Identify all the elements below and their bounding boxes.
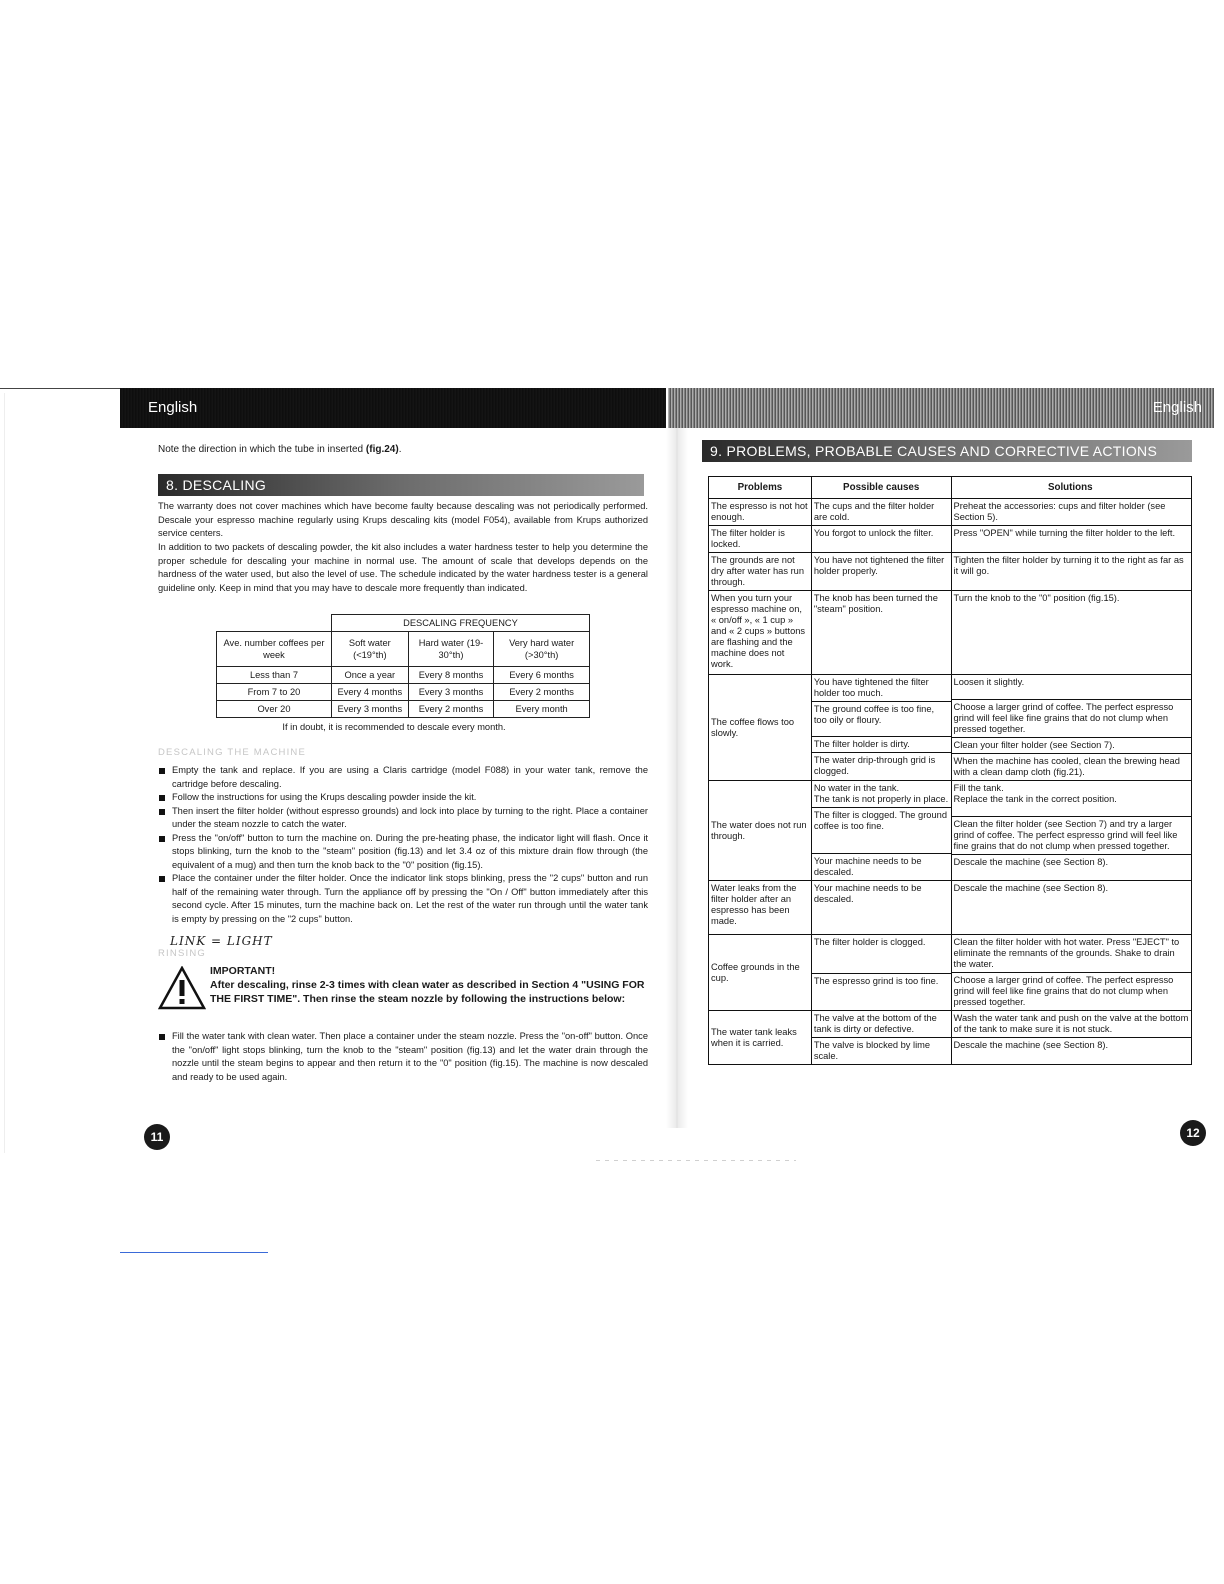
tube-note-text: Note the direction in which the tube in inserted: [158, 444, 366, 455]
freq-table-title: DESCALING FREQUENCY: [331, 615, 589, 632]
cause-line: The ground coffee is too fine, too oily or floury.: [812, 701, 951, 726]
cause-line: The filter is clogged. The ground coffee is too fine.: [812, 807, 951, 851]
cause-line: The filter holder is dirty.: [812, 736, 951, 750]
doubt-note: If in doubt, it is recommended to descale every month.: [282, 722, 506, 732]
col-header-problems: Problems: [709, 477, 812, 499]
solution-line: Choose a larger grind of coffee. The perfect espresso grind will feel like fine grains that do not clump when pressed together.: [952, 699, 1191, 735]
cause-line: The valve at the bottom of the tank is dirty or defective.: [813, 1013, 937, 1034]
table-row: [709, 675, 1192, 781]
cause-line: No water in the tank.: [813, 783, 900, 793]
solution-cell: Press "OPEN" while turning the filter holder to the left.: [951, 526, 1191, 553]
cause-cell: [811, 935, 951, 1011]
problem-cell: The water does not run through.: [709, 781, 812, 881]
cause-cell: The knob has been turned the "steam" position.: [811, 591, 951, 675]
problem-cell: Water leaks from the filter holder after an espresso has been made.: [709, 881, 812, 935]
right-page: [668, 388, 1214, 1158]
freq-cell: Over 20: [217, 701, 332, 718]
table-row: [709, 499, 1192, 526]
solution-cell: [951, 1011, 1191, 1065]
solution-line: Clean the filter holder (see Section 7) and try a larger grind of coffee. The perfect espresso grind will feel like fine grains that do not clump when pressed together.: [952, 816, 1191, 852]
cause-line: Your machine needs to be descaled.: [812, 853, 951, 878]
freq-cell: Once a year: [331, 667, 408, 684]
table-row: [709, 591, 1192, 675]
problem-cell: The filter holder is locked.: [709, 526, 812, 553]
warning-icon: [158, 966, 206, 1010]
col-header-solutions: Solutions: [951, 477, 1191, 499]
list-item: Press the "on/off" button to turn the machine on. During the pre-heating phase, the indicator light will flash. Once it stops blinking, turn the knob to the "steam" position (fig.13) and let 3.4 oz of this mixture drain flow through (the equivalent of a mug) and then turn the knob back to the "0" position (fig.15).: [158, 832, 648, 873]
freq-cell: Less than 7: [217, 667, 332, 684]
table-row: [709, 1011, 1192, 1065]
freq-row: [217, 701, 590, 718]
problem-cell: The espresso is not hot enough.: [709, 499, 812, 526]
freq-cell: From 7 to 20: [217, 684, 332, 701]
solution-line: Clean the filter holder with hot water. Press "EJECT" to eliminate the remnants of the grounds. Shake to drain the water.: [953, 937, 1180, 969]
list-item: Fill the water tank with clean water. Then place a container under the steam nozzle. Press the "on-off" button. Once the "on/off" light stops blinking, turn the knob to the "steam" position (fig.13) and let the water drain through the nozzle until the steam begins to appear and then return it to the "0" position (fig.15). The machine is now descaled and ready to be used again.: [158, 1030, 648, 1084]
solution-line: Loosen it slightly.: [953, 677, 1025, 687]
freq-cell: Every 3 months: [331, 701, 408, 718]
cause-line: The water drip-through grid is clogged.: [812, 752, 951, 777]
top-rule: [0, 388, 125, 389]
solution-line: Choose a larger grind of coffee. The perfect espresso grind will feel like fine grains that do not clump when pressed together.: [952, 972, 1191, 1008]
table-row: [709, 935, 1192, 1011]
table-row: [709, 781, 1192, 881]
cause-line: The tank is not properly in place.: [813, 794, 949, 804]
manual-spread: [120, 388, 1214, 1158]
cause-line: You have tightened the filter holder too much.: [813, 677, 929, 698]
solution-line: Wash the water tank and push on the valve at the bottom of the tank to make sure it is not stuck.: [953, 1013, 1189, 1034]
list-item: Empty the tank and replace. If you are using a Claris cartridge (model F088) in your water tank, remove the cartridge before descaling.: [158, 764, 648, 791]
scan-dust-line: [596, 1160, 796, 1161]
freq-cell: Every 4 months: [331, 684, 408, 701]
freq-corner: [217, 615, 332, 632]
freq-cell: Every 6 months: [494, 667, 590, 684]
cause-cell: Your machine needs to be descaled.: [811, 881, 951, 935]
section-title-problems: 9. PROBLEMS, PROBABLE CAUSES AND CORRECTIVE ACTIONS: [702, 440, 1192, 462]
problem-cell: Coffee grounds in the cup.: [709, 935, 812, 1011]
tube-note: [158, 444, 401, 455]
problem-cell: The coffee flows too slowly.: [709, 675, 812, 781]
list-item: Place the container under the filter holder. Once the indicator link stops blinking, press the "2 cups" button and run half of the remaining water through. Turn the appliance off by pressing the "On / Off" button immediately after this second cycle. After 15 minutes, turn the machine back on. Let the rest of the water run through until the water tank is empty by pressing on the "2 cups" button.: [158, 872, 648, 926]
problems-header-row: [709, 477, 1192, 499]
rinsing-steps-list: [158, 1030, 648, 1084]
cause-line: The filter holder is clogged.: [813, 937, 926, 947]
intro-paragraph: The warranty does not cover machines which have become faulty because descaling was not periodically performed. Descale your espresso machine regularly using Krups descaling kits (model F054), available from Krups authorized service centers.: [158, 501, 648, 538]
solution-line: Descale the machine (see Section 8).: [952, 1037, 1191, 1051]
solution-line: Fill the tank.: [953, 783, 1004, 793]
freq-cell: Every 3 months: [408, 684, 494, 701]
problem-cell: The water tank leaks when it is carried.: [709, 1011, 812, 1065]
page-number-badge: 12: [1180, 1120, 1206, 1146]
footnote-rule: [120, 1252, 268, 1253]
important-text: After descaling, rinse 2-3 times with clean water as described in Section 4 "USING FOR THE FIRST TIME". Then rinse the steam nozzle by following the instructions below:: [210, 979, 645, 1005]
important-title: IMPORTANT!: [210, 965, 276, 977]
freq-header-cell: Soft water (<19°th): [331, 632, 408, 667]
solution-line: Descale the machine (see Section 8).: [952, 854, 1191, 868]
cause-cell: [811, 675, 951, 781]
cause-line: The espresso grind is too fine.: [812, 973, 951, 987]
solution-cell: Turn the knob to the "0" position (fig.15).: [951, 591, 1191, 675]
freq-cell: Every month: [494, 701, 590, 718]
left-page-header: English: [120, 388, 666, 428]
list-item: Then insert the filter holder (without espresso grounds) and lock into place by turning to the right. Place a container under the steam nozzle to catch the water.: [158, 805, 648, 832]
cause-line: The valve is blocked by lime scale.: [812, 1037, 951, 1062]
freq-cell: Every 2 months: [494, 684, 590, 701]
table-row: [709, 881, 1192, 935]
cause-cell: You have not tightened the filter holder properly.: [811, 553, 951, 591]
descaling-frequency-table: [216, 614, 590, 718]
list-item: Follow the instructions for using the Krups descaling powder inside the kit.: [158, 791, 648, 805]
section-title-descaling: 8. DESCALING: [158, 474, 644, 496]
freq-row: [217, 684, 590, 701]
handwritten-note: LINK = LIGHT: [170, 934, 273, 948]
tube-note-ref: (fig.24): [365, 444, 399, 455]
solution-cell: Tighten the filter holder by turning it to the right as far as it will go.: [951, 553, 1191, 591]
solution-line: Replace the tank in the correct position.: [953, 794, 1117, 804]
table-row: [709, 526, 1192, 553]
solution-cell: Descale the machine (see Section 8).: [951, 881, 1191, 935]
important-notice: [210, 964, 650, 1006]
col-header-causes: Possible causes: [811, 477, 951, 499]
scan-edge-mark: [4, 393, 5, 1153]
solution-line: Clean your filter holder (see Section 7).: [952, 737, 1191, 751]
page-number-badge: 11: [144, 1124, 170, 1150]
second-paragraph: In addition to two packets of descaling powder, the kit also includes a water hardness tester to help you determine the proper schedule for descaling your machine in normal use. The amount of scale that develops depends on the hardness of the water used, but also the level of use. The schedule indicated by the water hardness tester is a general guideline only. Keep in mind that you may have to descale more frequently than indicated.: [158, 542, 648, 593]
descaling-machine-heading: DESCALING THE MACHINE: [158, 747, 307, 758]
freq-header-row: [217, 632, 590, 667]
cause-cell: The cups and the filter holder are cold.: [811, 499, 951, 526]
left-page: [120, 388, 668, 1158]
rinsing-heading: RINSING: [158, 948, 206, 959]
cause-cell: [811, 1011, 951, 1065]
problems-table: [708, 476, 1192, 1065]
solution-cell: Preheat the accessories: cups and filter holder (see Section 5).: [951, 499, 1191, 526]
solution-cell: [951, 781, 1191, 881]
problem-cell: When you turn your espresso machine on, « on/off », « 1 cup » and « 2 cups » buttons are flashing and the machine does not work.: [709, 591, 812, 675]
descaling-steps-list: [158, 764, 648, 926]
freq-row: [217, 667, 590, 684]
cause-cell: You forgot to unlock the filter.: [811, 526, 951, 553]
freq-header-cell: Hard water (19-30°th): [408, 632, 494, 667]
freq-header-cell: Very hard water (>30°th): [494, 632, 590, 667]
problem-cell: The grounds are not dry after water has run through.: [709, 553, 812, 591]
freq-cell: Every 2 months: [408, 701, 494, 718]
cause-cell: [811, 781, 951, 881]
table-row: [709, 553, 1192, 591]
solution-line: When the machine has cooled, clean the brewing head with a clean damp cloth (fig.21).: [952, 753, 1191, 778]
right-page-header: English: [668, 388, 1214, 428]
freq-header-cell: Ave. number coffees per week: [217, 632, 332, 667]
freq-cell: Every 8 months: [408, 667, 494, 684]
tube-note-end: .: [398, 444, 402, 455]
solution-cell: [951, 675, 1191, 781]
solution-cell: [951, 935, 1191, 1011]
